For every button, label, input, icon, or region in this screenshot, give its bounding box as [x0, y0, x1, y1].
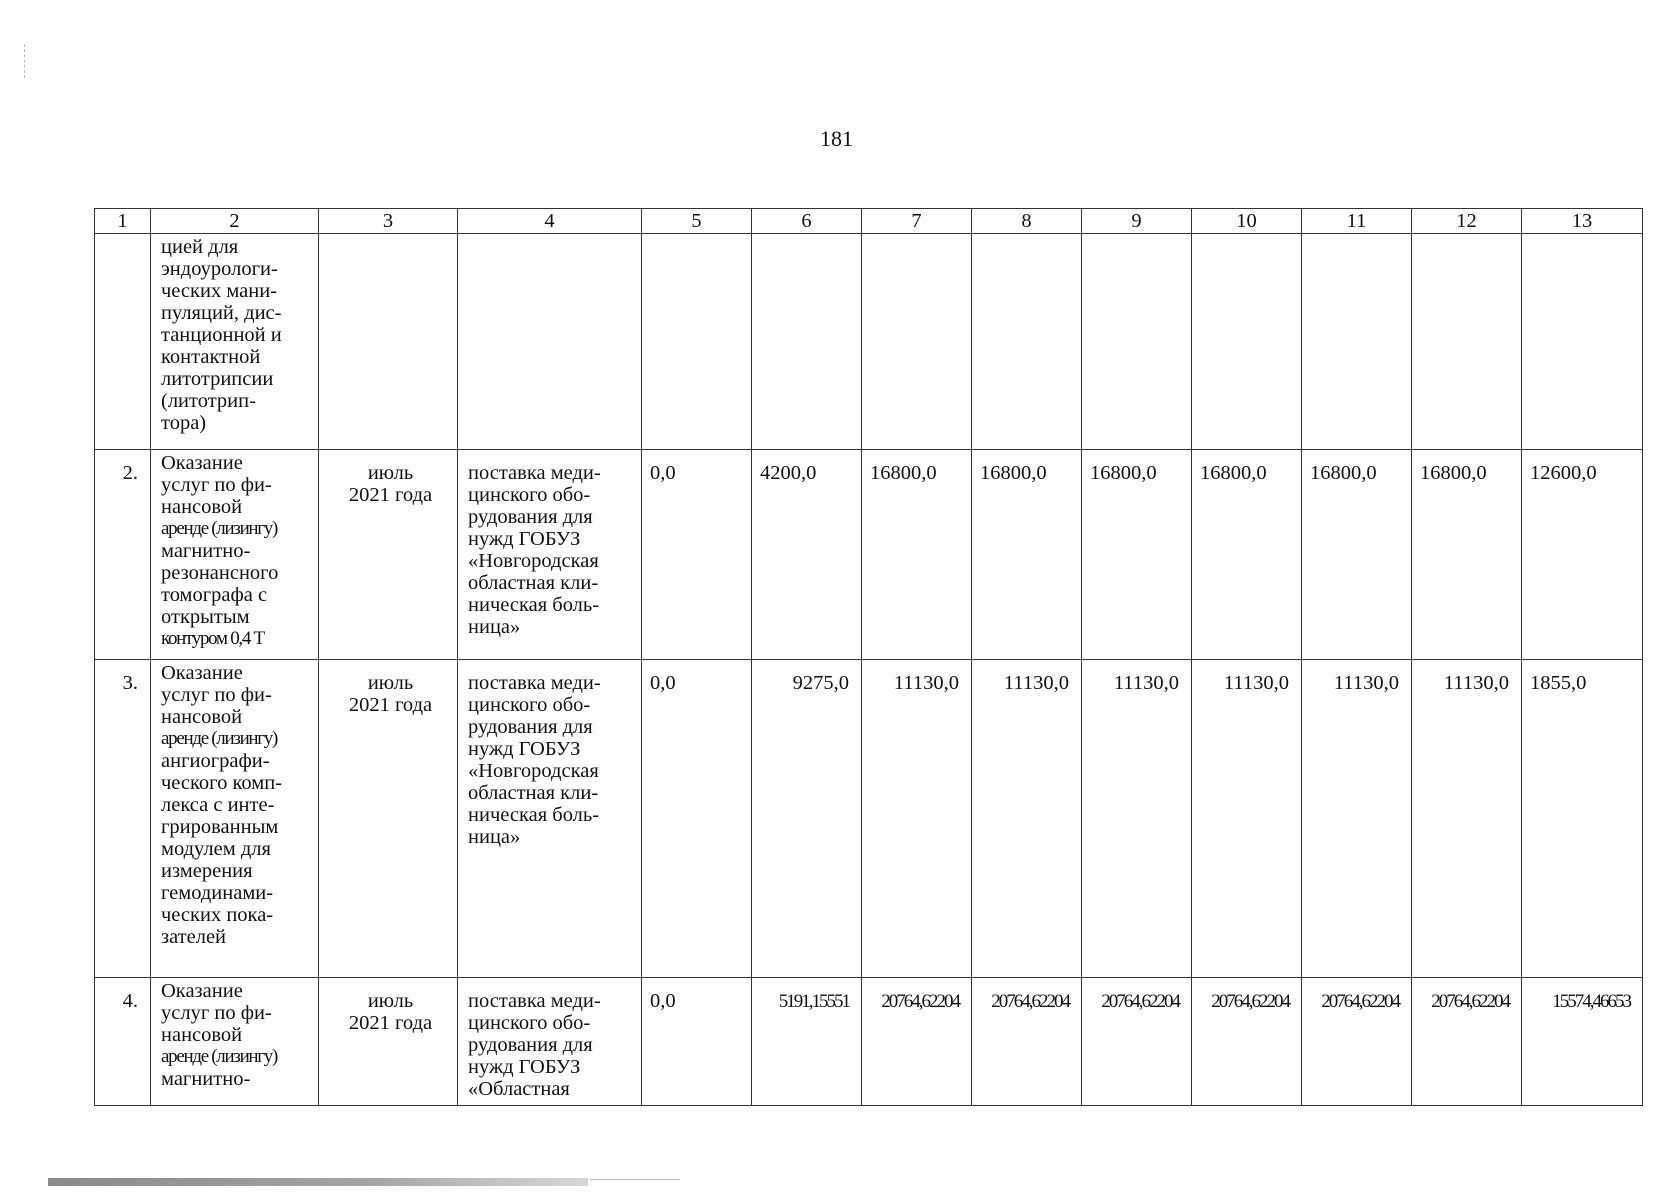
value-text: 20764,62204: [1211, 991, 1289, 1012]
cell-term: [319, 450, 458, 660]
cell-value: [1522, 234, 1643, 450]
cell-name: [151, 660, 319, 978]
table-row: [95, 450, 1643, 660]
table-row: [95, 660, 1643, 978]
value-text: 20764,62204: [1431, 991, 1509, 1012]
cell-value: 0,0: [642, 978, 752, 1106]
goal-line: нужд ГОБУЗ: [468, 1056, 581, 1078]
cell-term: [319, 978, 458, 1106]
header-row: [95, 209, 1643, 234]
data-table: [94, 208, 1643, 1106]
cell-value: 16800,0: [1412, 450, 1522, 660]
cell-value: 11130,0: [862, 660, 972, 978]
name-line: томографа с: [161, 584, 268, 606]
cell-value: [1522, 978, 1643, 1106]
name-line: эндоурологи-: [161, 258, 278, 280]
table-row-continuation: [95, 234, 1643, 450]
cell-goal: [458, 234, 642, 450]
table-header: [95, 209, 1643, 234]
cell-value: [1412, 234, 1522, 450]
table-row: [95, 978, 1643, 1106]
goal-line: поставка меди-: [468, 462, 601, 484]
cell-value: [1412, 978, 1522, 1106]
goal-line: цинского обо-: [468, 484, 591, 506]
name-line: модулем для: [161, 838, 271, 860]
cell-value: [1082, 234, 1192, 450]
cell-value: [1302, 978, 1412, 1106]
page-number: 181: [820, 126, 853, 151]
name-line: зателей: [161, 926, 227, 948]
name-line: аренде (лизингу): [161, 518, 278, 539]
name-line: литотрипсии: [161, 368, 274, 390]
cell-value: [1192, 234, 1302, 450]
name-line: услуг по фи-: [161, 474, 272, 496]
name-line: ческого комп-: [161, 772, 283, 794]
name-line: открытым: [161, 606, 250, 628]
header-cell: 1: [95, 209, 151, 234]
name-line: услуг по фи-: [161, 1002, 272, 1024]
cell-num: 2.: [95, 450, 151, 660]
header-cell: 5: [642, 209, 752, 234]
name-line: цией для: [161, 236, 239, 258]
cell-value: 11130,0: [1412, 660, 1522, 978]
cell-value: 16800,0: [972, 450, 1082, 660]
value-text: 5191,15551: [778, 991, 849, 1012]
cell-value: 16800,0: [1302, 450, 1412, 660]
goal-line: «Новгородская: [468, 550, 599, 572]
cell-name: [151, 450, 319, 660]
table-body: [95, 234, 1643, 1106]
name-line: контуром 0,4 Т: [161, 628, 264, 649]
cell-name: [151, 978, 319, 1106]
goal-line: поставка меди-: [468, 990, 601, 1012]
cell-value: 9275,0: [752, 660, 862, 978]
value-text: 20764,62204: [1101, 991, 1179, 1012]
cell-value: 11130,0: [1192, 660, 1302, 978]
header-cell: 13: [1522, 209, 1643, 234]
cell-goal: [458, 660, 642, 978]
name-line: аренде (лизингу): [161, 728, 278, 749]
header-cell: 11: [1302, 209, 1412, 234]
goal-line: областная кли-: [468, 572, 599, 594]
term-line: 2021 года: [348, 1012, 433, 1034]
cell-value: 0,0: [642, 660, 752, 978]
term-line: июль: [367, 462, 414, 484]
name-line: магнитно-: [161, 1068, 251, 1090]
cell-value: [752, 234, 862, 450]
name-line: пуляций, дис-: [161, 302, 282, 324]
term-line: июль: [367, 990, 414, 1012]
name-line: лекса с инте-: [161, 794, 275, 816]
term-line: 2021 года: [348, 484, 433, 506]
goal-line: цинского обо-: [468, 694, 591, 716]
goal-line: ница»: [468, 616, 521, 638]
cell-value: 4200,0: [752, 450, 862, 660]
name-line: нансовой: [161, 1024, 243, 1046]
cell-value: 1855,0: [1522, 660, 1643, 978]
cell-value: [862, 234, 972, 450]
term-line: июль: [367, 672, 414, 694]
name-line: гемодинами-: [161, 882, 274, 904]
value-text: 20764,62204: [1321, 991, 1399, 1012]
name-line: нансовой: [161, 496, 243, 518]
cell-value: 11130,0: [1302, 660, 1412, 978]
goal-line: рудования для: [468, 506, 593, 528]
cell-value: 11130,0: [1082, 660, 1192, 978]
cell-value: 16800,0: [1082, 450, 1192, 660]
header-cell: 9: [1082, 209, 1192, 234]
value-text: 20764,62204: [881, 991, 959, 1012]
cell-value: [972, 978, 1082, 1106]
goal-line: цинского обо-: [468, 1012, 591, 1034]
cell-goal: [458, 450, 642, 660]
name-line: Оказание: [161, 662, 243, 684]
cell-value: 0,0: [642, 450, 752, 660]
goal-line: «Областная: [468, 1078, 570, 1100]
cell-value: [752, 978, 862, 1106]
cell-value: 11130,0: [972, 660, 1082, 978]
value-text: 20764,62204: [991, 991, 1069, 1012]
cell-term: [319, 234, 458, 450]
cell-value: 16800,0: [1192, 450, 1302, 660]
name-line: ческих мани-: [161, 280, 278, 302]
name-line: резонансного: [161, 562, 279, 584]
header-cell: 6: [752, 209, 862, 234]
cell-num: 3.: [95, 660, 151, 978]
header-cell: 8: [972, 209, 1082, 234]
name-line: контактной: [161, 346, 261, 368]
goal-line: рудования для: [468, 716, 593, 738]
cell-value: [1082, 978, 1192, 1106]
cell-goal: [458, 978, 642, 1106]
margin-mark: [24, 44, 26, 78]
cell-num: [95, 234, 151, 450]
name-line: аренде (лизингу): [161, 1046, 278, 1067]
goal-line: областная кли-: [468, 782, 599, 804]
header-cell: 4: [458, 209, 642, 234]
name-line: грированным: [161, 816, 279, 838]
header-cell: 2: [151, 209, 319, 234]
cell-value: [1192, 978, 1302, 1106]
name-line: ангиографи-: [161, 750, 270, 772]
name-line: Оказание: [161, 980, 243, 1002]
cell-value: 16800,0: [862, 450, 972, 660]
header-cell: 7: [862, 209, 972, 234]
scan-footer-bar: [48, 1178, 588, 1186]
name-line: услуг по фи-: [161, 684, 272, 706]
cell-value: [642, 234, 752, 450]
name-line: измерения: [161, 860, 253, 882]
goal-line: ническая боль-: [468, 804, 600, 826]
header-cell: 10: [1192, 209, 1302, 234]
cell-value: 12600,0: [1522, 450, 1643, 660]
goal-line: нужд ГОБУЗ: [468, 738, 581, 760]
header-cell: 3: [319, 209, 458, 234]
name-line: Оказание: [161, 452, 243, 474]
cell-value: [1302, 234, 1412, 450]
cell-value: [862, 978, 972, 1106]
name-line: танционной и: [161, 324, 282, 346]
value-text: 15574,46653: [1552, 991, 1630, 1012]
goal-line: ница»: [468, 826, 521, 848]
goal-line: ническая боль-: [468, 594, 600, 616]
term-line: 2021 года: [348, 694, 433, 716]
name-line: магнитно-: [161, 540, 251, 562]
goal-line: рудования для: [468, 1034, 593, 1056]
goal-line: поставка меди-: [468, 672, 601, 694]
cell-value: [972, 234, 1082, 450]
header-cell: 12: [1412, 209, 1522, 234]
name-line: нансовой: [161, 706, 243, 728]
name-line: ческих пока-: [161, 904, 274, 926]
goal-line: нужд ГОБУЗ: [468, 528, 581, 550]
cell-num: 4.: [95, 978, 151, 1106]
name-line: (литотрип-: [161, 390, 256, 412]
cell-term: [319, 660, 458, 978]
goal-line: «Новгородская: [468, 760, 599, 782]
cell-name: [151, 234, 319, 450]
name-line: тора): [161, 412, 207, 434]
scan-footer-line: [590, 1179, 680, 1180]
table-container: [94, 208, 1642, 1106]
